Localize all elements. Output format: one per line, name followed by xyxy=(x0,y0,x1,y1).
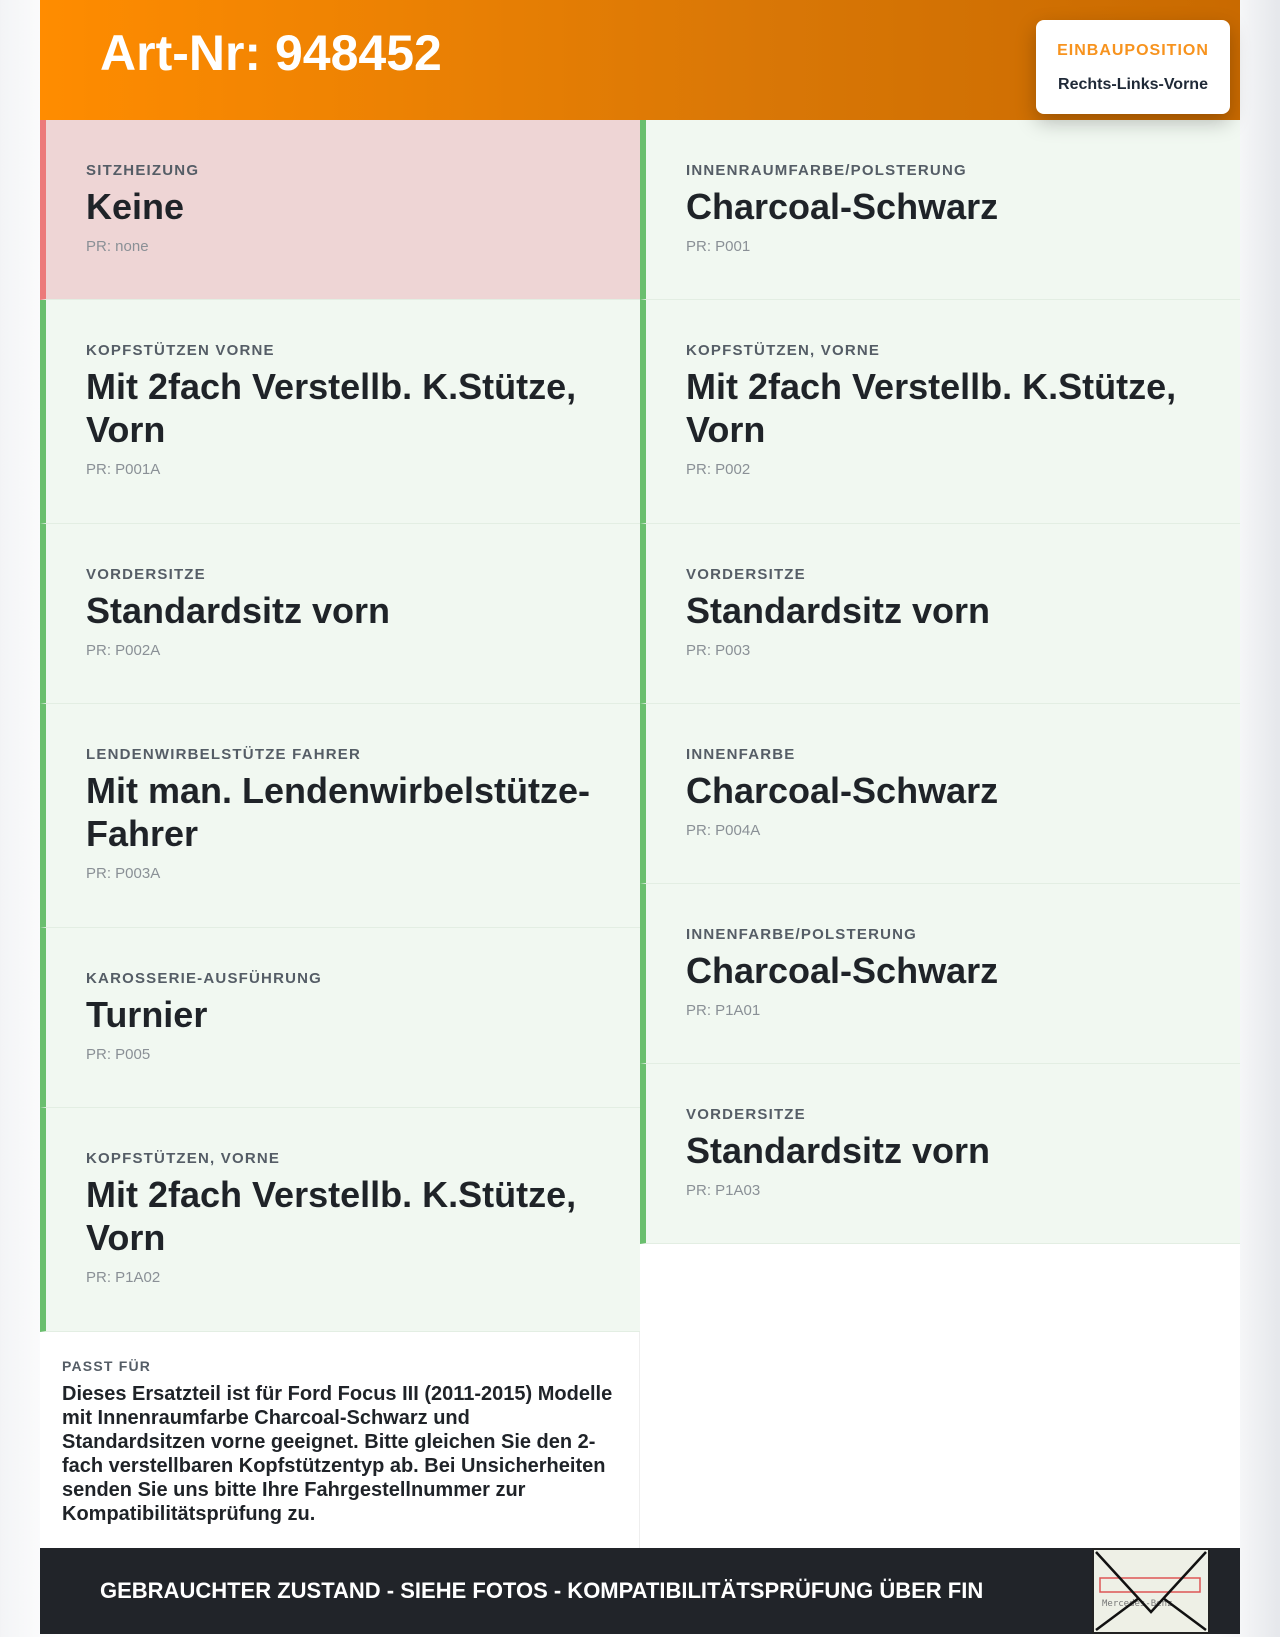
spec-card xyxy=(40,1108,640,1332)
spec-label: INNENRAUMFARBE/POLSTERUNG xyxy=(686,162,967,179)
spec-label: SITZHEIZUNG xyxy=(86,162,200,179)
spec-label: VORDERSITZE xyxy=(686,1106,806,1123)
spec-pr-code: PR: P002 xyxy=(686,461,751,478)
spec-value: Charcoal-Schwarz xyxy=(686,186,999,227)
spec-value: Mit 2fach Verstellb. K.Stütze, Vorn xyxy=(686,366,1177,450)
spec-value: Standardsitz vorn xyxy=(686,590,991,631)
right-column xyxy=(640,120,1240,1549)
spec-pr-code: PR: P004A xyxy=(686,822,761,839)
compatibility-section xyxy=(40,1332,640,1549)
spec-value: Mit man. Lendenwirbelstütze-Fahrer xyxy=(86,770,591,854)
spec-value: Mit 2fach Verstellb. K.Stütze, Vorn xyxy=(86,366,577,450)
compatibility-label: PASST FÜR xyxy=(62,1358,152,1374)
spec-pr-code: PR: P1A02 xyxy=(86,1269,161,1286)
badge-value: Rechts-Links-Vorne xyxy=(1058,76,1208,93)
product-sheet xyxy=(40,0,1240,1634)
spec-pr-code: PR: P002A xyxy=(86,642,161,659)
compatibility-text: Dieses Ersatzteil ist für Ford Focus III (2011-2015) Modelle mit Innenraumfarbe Charcoal-Schwarz und Standardsitzen vorne geeignet. Bitte gleichen Sie den 2-fach verstellbaren Kopfstützentyp ab. Bei Unsicherheiten senden Sie uns bitte Ihre Fahrgestellnummer zur Kompatibilitätsprüfung zu. xyxy=(62,1383,613,1525)
spec-card xyxy=(40,524,640,704)
spec-label: VORDERSITZE xyxy=(86,566,206,583)
spec-label: LENDENWIRBELSTÜTZE FAHRER xyxy=(86,746,361,763)
spec-pr-code: PR: P005 xyxy=(86,1046,151,1063)
spec-pr-code: PR: P001 xyxy=(686,238,751,255)
spec-label: INNENFARBE/POLSTERUNG xyxy=(686,926,918,943)
spec-card xyxy=(640,120,1240,300)
svg-text:Mercedes-Benz: Mercedes-Benz xyxy=(1102,1599,1173,1609)
spec-card xyxy=(40,928,640,1108)
spec-card xyxy=(640,1064,1240,1244)
spec-label: KAROSSERIE-AUSFÜHRUNG xyxy=(86,970,323,987)
spec-label: INNENFARBE xyxy=(686,746,796,763)
article-number: Art-Nr: 948452 xyxy=(100,25,442,81)
spec-card xyxy=(40,704,640,928)
spec-value: Charcoal-Schwarz xyxy=(686,950,999,991)
footer-banner xyxy=(40,1548,1240,1634)
spec-value: Keine xyxy=(86,186,185,227)
spec-card xyxy=(40,120,640,300)
spec-pr-code: PR: P003A xyxy=(86,865,161,882)
header xyxy=(40,0,1240,120)
vin-envelope-icon xyxy=(1092,1548,1210,1634)
spec-value: Charcoal-Schwarz xyxy=(686,770,999,811)
spec-card xyxy=(640,704,1240,884)
spec-label: KOPFSTÜTZEN, VORNE xyxy=(86,1150,281,1167)
spec-card xyxy=(640,524,1240,704)
spec-value: Standardsitz vorn xyxy=(686,1130,991,1171)
badge-label: EINBAUPOSITION xyxy=(1057,42,1209,59)
spec-pr-code: PR: P003 xyxy=(686,642,751,659)
spec-card xyxy=(640,884,1240,1064)
spec-value: Standardsitz vorn xyxy=(86,590,391,631)
spec-label: VORDERSITZE xyxy=(686,566,806,583)
spec-label: KOPFSTÜTZEN, VORNE xyxy=(686,342,881,359)
spec-pr-code: PR: P1A03 xyxy=(686,1182,761,1199)
spec-pr-code: PR: P001A xyxy=(86,461,161,478)
spec-pr-code: PR: none xyxy=(86,238,149,255)
spec-value: Mit 2fach Verstellb. K.Stütze, Vorn xyxy=(86,1174,577,1258)
spec-label: KOPFSTÜTZEN VORNE xyxy=(86,342,275,359)
footer-text: GEBRAUCHTER ZUSTAND - SIEHE FOTOS - KOMPATIBILITÄTSPRÜFUNG ÜBER FIN xyxy=(100,1578,984,1603)
spec-value: Turnier xyxy=(86,994,208,1035)
spec-pr-code: PR: P1A01 xyxy=(686,1002,761,1019)
spec-card xyxy=(40,300,640,524)
left-column xyxy=(40,120,640,1549)
spec-card xyxy=(640,300,1240,524)
installation-position-badge xyxy=(1036,20,1230,114)
